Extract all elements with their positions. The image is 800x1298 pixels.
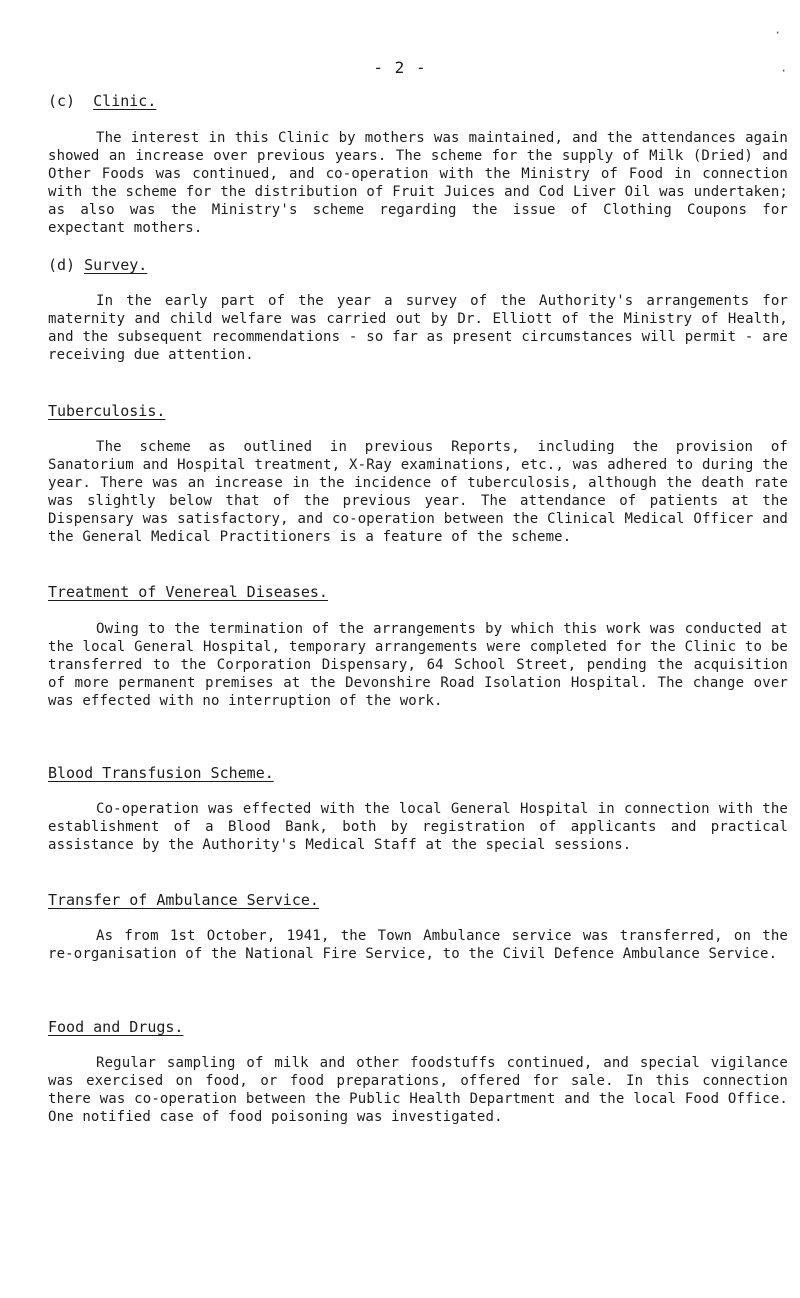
section-ambulance <box>48 891 788 909</box>
section-paragraph: Regular sampling of milk and other foodstuffs continued, and special vigilance was exercised on food, or food preparations, offered for sale. In this connection there was co-operation between the Public Health Department and the local Food Office. One notified case of food poisoning was investigated. <box>48 1055 788 1125</box>
section-clinic <box>48 92 788 110</box>
section-paragraph: In the early part of the year a survey of the Authority's arrangements for maternity and child welfare was carried out by Dr. Elliott of the Ministry of Health, and the subsequent recommendations - so far as present circumstances will permit - are receiving due attention. <box>48 293 788 363</box>
section-heading <box>48 1018 788 1036</box>
section-paragraph: The scheme as outlined in previous Reports, including the provision of Sanatorium and Hospital treatment, X-Ray examinations, etc., was adhered to during the year. There was an increase in the incidence of tuberculosis, although the death rate was slightly below that of the previous year. The attendance of patients at the Dispensary was satisfactory, and co-operation between the Clinical Medical Officer and the General Medical Practitioners is a feature of the scheme. <box>48 439 788 545</box>
section-venereal-body <box>48 620 788 710</box>
scan-speck: · <box>780 64 788 78</box>
section-survey-body <box>48 292 788 364</box>
section-label: (c) <box>48 92 76 110</box>
section-title: Food and Drugs. <box>48 1018 184 1036</box>
section-title: Transfer of Ambulance Service. <box>48 891 319 909</box>
section-food <box>48 1018 788 1036</box>
section-title: Treatment of Venereal Diseases. <box>48 583 328 601</box>
section-food-body <box>48 1054 788 1126</box>
section-blood <box>48 764 788 782</box>
section-label: (d) <box>48 256 76 274</box>
section-survey <box>48 256 788 274</box>
section-tuberculosis <box>48 402 788 420</box>
section-clinic-body <box>48 129 788 237</box>
section-heading <box>48 402 788 420</box>
section-paragraph: As from 1st October, 1941, the Town Ambulance service was transferred, on the re-organisation of the National Fire Service, to the Civil Defence Ambulance Service. <box>48 928 788 962</box>
section-tuberculosis-body <box>48 438 788 546</box>
page-number: - 2 - <box>373 58 427 77</box>
section-heading <box>48 256 788 274</box>
section-title: Blood Transfusion Scheme. <box>48 764 274 782</box>
section-heading <box>48 891 788 909</box>
section-title: Survey. <box>84 256 148 274</box>
section-heading <box>48 583 788 601</box>
section-paragraph: Co-operation was effected with the local General Hospital in connection with the establishment of a Blood Bank, both by registration of applicants and practical assistance by the Authority's Medical Staff at the special sessions. <box>48 801 788 853</box>
section-title: Clinic. <box>93 92 157 110</box>
section-paragraph: Owing to the termination of the arrangements by which this work was conducted at the local General Hospital, temporary arrangements were completed for the Clinic to be transferred to the Corporation Dispensary, 64 School Street, pending the acquisition of more permanent premises at the Devonshire Road Isolation Hospital. The change over was effected with no interruption of the work. <box>48 621 788 709</box>
section-blood-body <box>48 800 788 854</box>
scan-speck: · <box>774 26 782 40</box>
section-heading <box>48 92 788 110</box>
section-ambulance-body <box>48 927 788 963</box>
section-paragraph: The interest in this Clinic by mothers was maintained, and the attendances again showed an increase over previous years. The scheme for the supply of Milk (Dried) and Other Foods was continued, and co-operation with the Ministry of Food in connection with the scheme for the distribution of Fruit Juices and Cod Liver Oil was undertaken; as also was the Ministry's scheme regarding the issue of Clothing Coupons for expectant mothers. <box>48 130 788 236</box>
section-venereal <box>48 583 788 601</box>
section-title: Tuberculosis. <box>48 402 166 420</box>
section-heading <box>48 764 788 782</box>
